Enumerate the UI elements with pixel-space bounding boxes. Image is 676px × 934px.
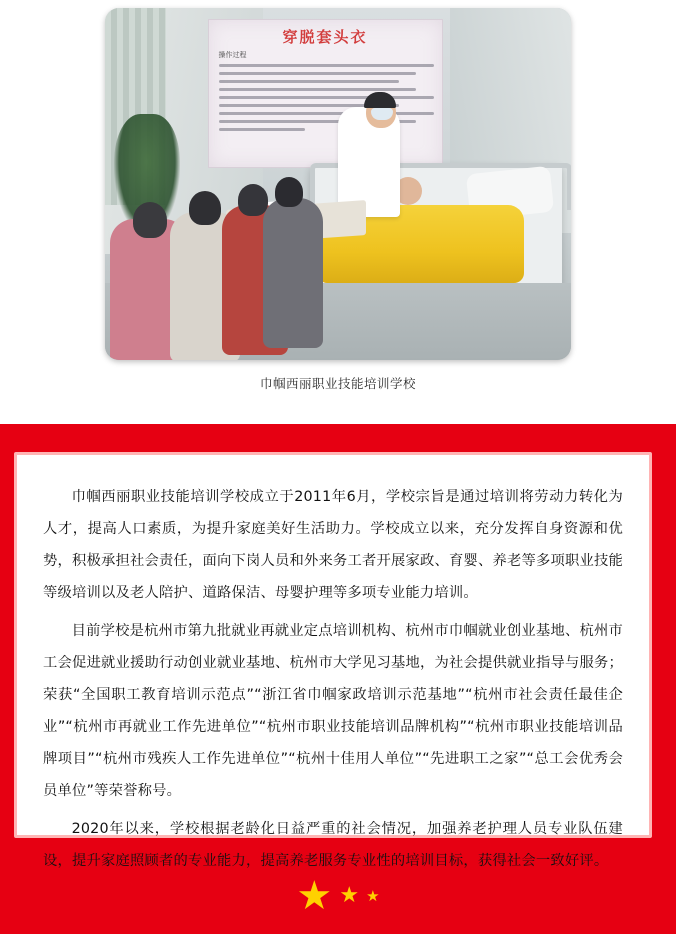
- audience-person: [238, 184, 268, 216]
- star-icon: ★: [339, 883, 360, 908]
- board-subtitle: 操作过程: [218, 50, 247, 59]
- board-text-lines: [219, 64, 434, 136]
- projection-board: [208, 19, 443, 169]
- star-decoration: [0, 873, 676, 919]
- classroom-scene: [105, 8, 571, 360]
- star-icon: ★: [296, 873, 333, 919]
- audience-person: [275, 177, 303, 207]
- photo-caption: 巾帼西丽职业技能培训学校: [259, 376, 416, 391]
- article-paragraph: 2020年以来，学校根据老龄化日益严重的社会情况，加强养老护理人员专业队伍建设，提升家庭照顾者的专业能力，提高养老服务专业性的培训目标，获得社会一致好评。: [43, 821, 623, 869]
- star-icon: ★: [366, 886, 380, 905]
- article-paragraph: 巾帼西丽职业技能培训学校成立于2011年6月，学校宗旨是通过培训将劳动力转化为人才，提高人口素质，为提升家庭美好生活助力。学校成立以来，充分发挥自身资源和优势，积极承担社会责任，面向下岗人员和外来务工者开展家政、育婴、养老等多项职业技能等级培训以及老人陪护、道路保洁、母婴护理等多项专业能力培训。: [43, 489, 623, 601]
- article-paragraph: 目前学校是杭州市第九批就业再就业定点培训机构、杭州市巾帼就业创业基地、杭州市工会促进就业援助行动创业就业基地、杭州市大学见习基地，为社会提供就业指导与服务；荣获“全国职工教育培训示范点”“浙江省巾帼家政培训示范基地”“杭州市社会责任最佳企业”“杭州市再就业工作先进单位”“杭州市职业技能培训品牌机构”“杭州市职业技能培训品牌项目”“杭州市残疾人工作先进单位”“杭州十佳用人单位”“先进职工之家”“总工会优秀会员单位”等荣誉称号。: [43, 623, 623, 799]
- face-mask-icon: [371, 108, 393, 120]
- audience-person: [189, 191, 221, 225]
- instructor-hair: [364, 92, 396, 108]
- article-card: [14, 452, 652, 869]
- audience-person: [263, 198, 323, 348]
- photo-section: [0, 0, 676, 360]
- board-title: 穿脱套头衣: [282, 27, 368, 46]
- audience-person: [133, 202, 167, 238]
- training-photo: [105, 8, 571, 360]
